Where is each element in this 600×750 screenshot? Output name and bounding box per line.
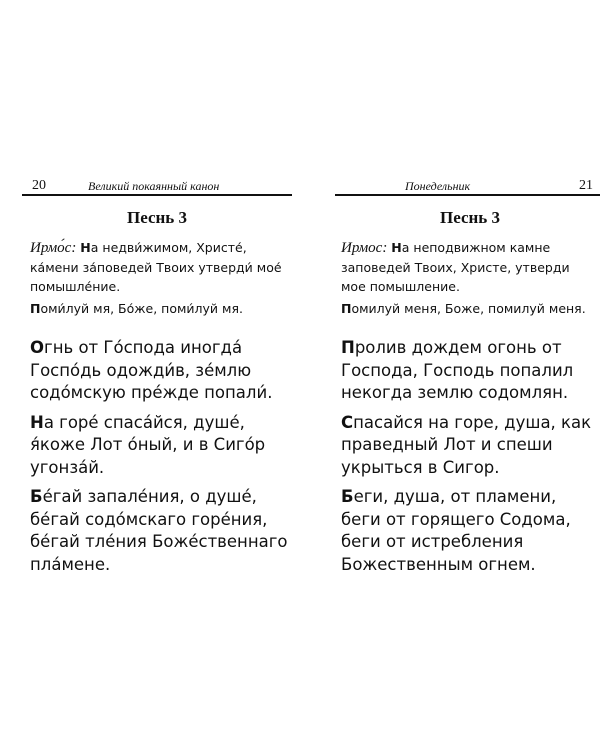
song-title: Песнь 3 (439, 208, 501, 227)
drop-initial: Б (341, 487, 354, 506)
irmos-text: а неподвижном камне заповедей Твоих, Христе, утверди мое помышление. (341, 240, 570, 294)
refrain-text: омилуй меня, Боже, помилуй меня. (351, 301, 586, 316)
troparia (341, 337, 599, 583)
troparion (341, 486, 599, 576)
drop-initial: С (341, 412, 354, 432)
troparion-text: еги, душа, от пламени, беги от горящего Содома, беги от истребления Божественным огнем. (341, 487, 571, 574)
page-number: 20 (32, 178, 46, 193)
irmos-label: Ирмос: (341, 240, 388, 256)
right-page (335, 0, 600, 750)
drop-initial: Б (30, 487, 43, 506)
troparion (30, 412, 288, 480)
drop-initial: О (30, 338, 45, 357)
irmos-label: Ирмо́с: (30, 240, 77, 256)
refrain (30, 301, 290, 316)
page-number: 21 (579, 178, 593, 193)
drop-initial: Н (391, 240, 402, 255)
troparia (30, 337, 288, 583)
troparion (30, 486, 288, 576)
drop-initial: П (341, 301, 352, 316)
troparion-text: ролив дождем огонь от Господа, Господь попалил некогда землю содомлян. (341, 338, 574, 402)
irmos-text: а недви́жимом, Христе́, ка́мени за́поведей Твоих утверди́ мое́ помышле́ние. (30, 240, 282, 294)
troparion (341, 412, 599, 480)
page-header (335, 178, 600, 196)
song-title: Песнь 3 (126, 208, 188, 227)
running-head: Великий покаянный канон (88, 179, 220, 193)
troparion (341, 337, 599, 405)
troparion-text: пасайся на горе, душа, как праведный Лот и спеши укрыться в Сигор. (341, 412, 592, 477)
drop-initial: Н (80, 240, 91, 255)
drop-initial: Н (30, 412, 44, 432)
irmos-paragraph (341, 238, 597, 296)
left-page (22, 0, 292, 750)
page-header (22, 178, 292, 196)
troparion-text: гнь от Го́спода иногда́ Госпо́дь одожди́в, зе́млю содо́мскую пре́жде попали́. (30, 338, 273, 402)
irmos-paragraph (30, 238, 286, 296)
troparion (30, 337, 288, 405)
drop-initial: П (30, 301, 41, 316)
running-head: Понедельник (405, 179, 471, 193)
troparion-text: е́гай запале́ния, о душе́, бе́гай содо́мскаго горе́ния, бе́гай тле́ния Боже́ственнаго пла́мене. (30, 487, 288, 574)
refrain-text: оми́луй мя, Бо́же, поми́луй мя. (40, 301, 243, 316)
drop-initial: П (341, 338, 355, 357)
troparion-text: а горе́ спаса́йся, душе́, я́коже Лот о́ный, и в Сиго́р угонза́й. (30, 412, 266, 477)
refrain (341, 301, 600, 316)
